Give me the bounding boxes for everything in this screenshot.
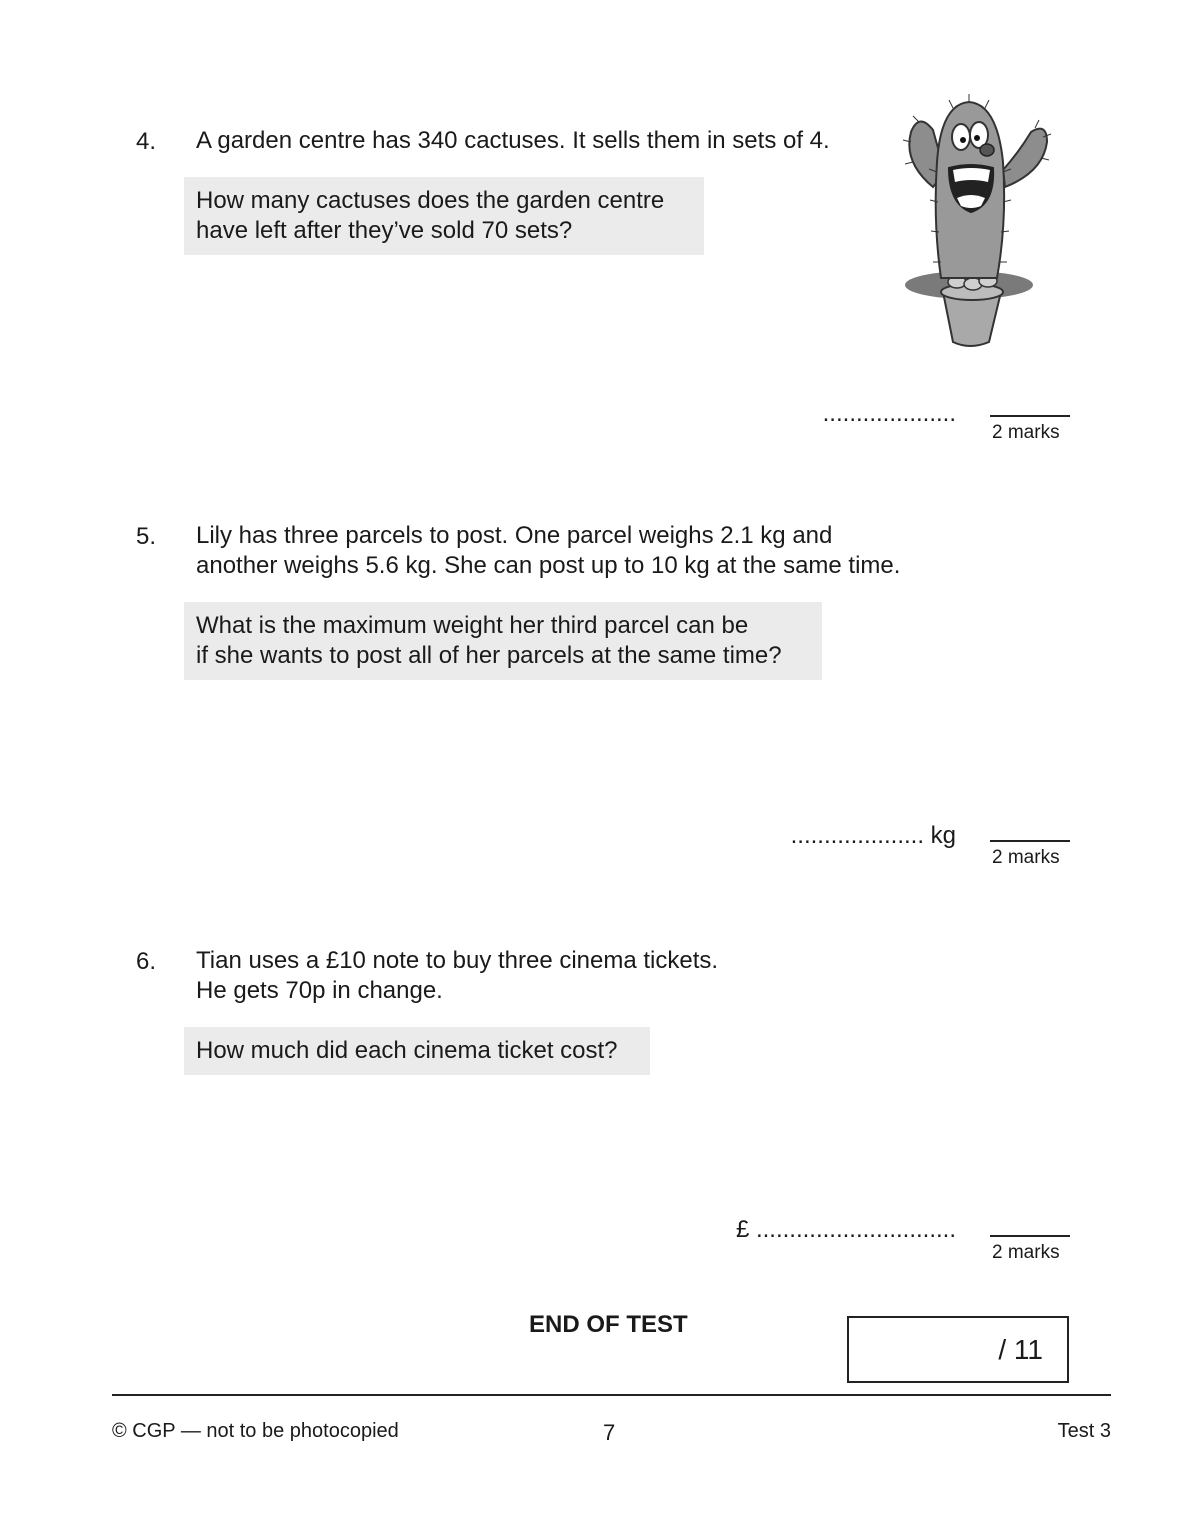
pupil-left xyxy=(960,137,966,143)
question-6-prompt-box xyxy=(184,1027,650,1075)
cactus-cartoon-icon xyxy=(893,92,1063,354)
question-4-text xyxy=(196,126,830,156)
question-5-prompt-line-2: if she wants to post all of her parcels at the same time? xyxy=(196,642,782,669)
pupil-right xyxy=(974,135,980,141)
spine xyxy=(913,116,919,122)
score-total: / 11 xyxy=(998,1334,1043,1365)
question-6-marks: 2 marks xyxy=(992,1242,1060,1263)
question-4-prompt-line-1: How many cactuses does the garden centre xyxy=(196,187,665,214)
nose-shape xyxy=(980,144,994,156)
question-5-text-line-1: Lily has three parcels to post. One parcel weighs 2.1 kg and xyxy=(196,522,833,549)
question-6-text xyxy=(196,946,718,1006)
question-5-answer-line[interactable]: .................... kg xyxy=(790,822,956,849)
question-4-marks: 2 marks xyxy=(992,422,1060,443)
spine xyxy=(949,100,953,108)
end-of-test-title: END OF TEST xyxy=(529,1311,688,1338)
question-6-marks-line xyxy=(990,1235,1070,1237)
question-5-marks: 2 marks xyxy=(992,847,1060,868)
question-4-number: 4. xyxy=(136,128,157,155)
question-4-answer-line[interactable]: .................... xyxy=(822,400,956,427)
question-6-answer-line[interactable]: £ .............................. xyxy=(735,1216,956,1243)
teeth-top xyxy=(953,168,990,182)
question-4-prompt-box xyxy=(184,177,704,255)
question-6-prompt-line-1: How much did each cinema ticket cost? xyxy=(196,1037,618,1064)
footer-test-label: Test 3 xyxy=(1057,1420,1111,1442)
teeth-bottom xyxy=(957,195,985,208)
question-6-text-line-2: He gets 70p in change. xyxy=(196,977,443,1004)
footer-copyright: © CGP — not to be photocopied xyxy=(112,1420,399,1442)
question-6-text-line-1: Tian uses a £10 note to buy three cinema tickets. xyxy=(196,947,719,974)
spine xyxy=(1035,120,1039,128)
eye-left xyxy=(952,124,970,150)
question-4-marks-line xyxy=(990,415,1070,417)
question-5-number: 5. xyxy=(136,523,157,550)
question-5-text xyxy=(196,521,900,581)
question-5-prompt-box xyxy=(184,602,822,680)
question-5-text-line-2: another weighs 5.6 kg. She can post up to 10 kg at the same time. xyxy=(196,552,901,579)
spine xyxy=(985,100,989,108)
question-6-number: 6. xyxy=(136,948,157,975)
question-4-text-line: A garden centre has 340 cactuses. It sells them in sets of 4. xyxy=(196,127,830,154)
score-box[interactable] xyxy=(847,1316,1069,1383)
cactus-arm-right xyxy=(1003,129,1047,187)
footer-divider xyxy=(112,1394,1111,1396)
question-4-prompt-line-2: have left after they’ve sold 70 sets? xyxy=(196,217,573,244)
question-5-prompt-line-1: What is the maximum weight her third parcel can be xyxy=(196,612,749,639)
spine xyxy=(905,162,913,164)
question-5-marks-line xyxy=(990,840,1070,842)
page-number: 7 xyxy=(603,1420,616,1445)
